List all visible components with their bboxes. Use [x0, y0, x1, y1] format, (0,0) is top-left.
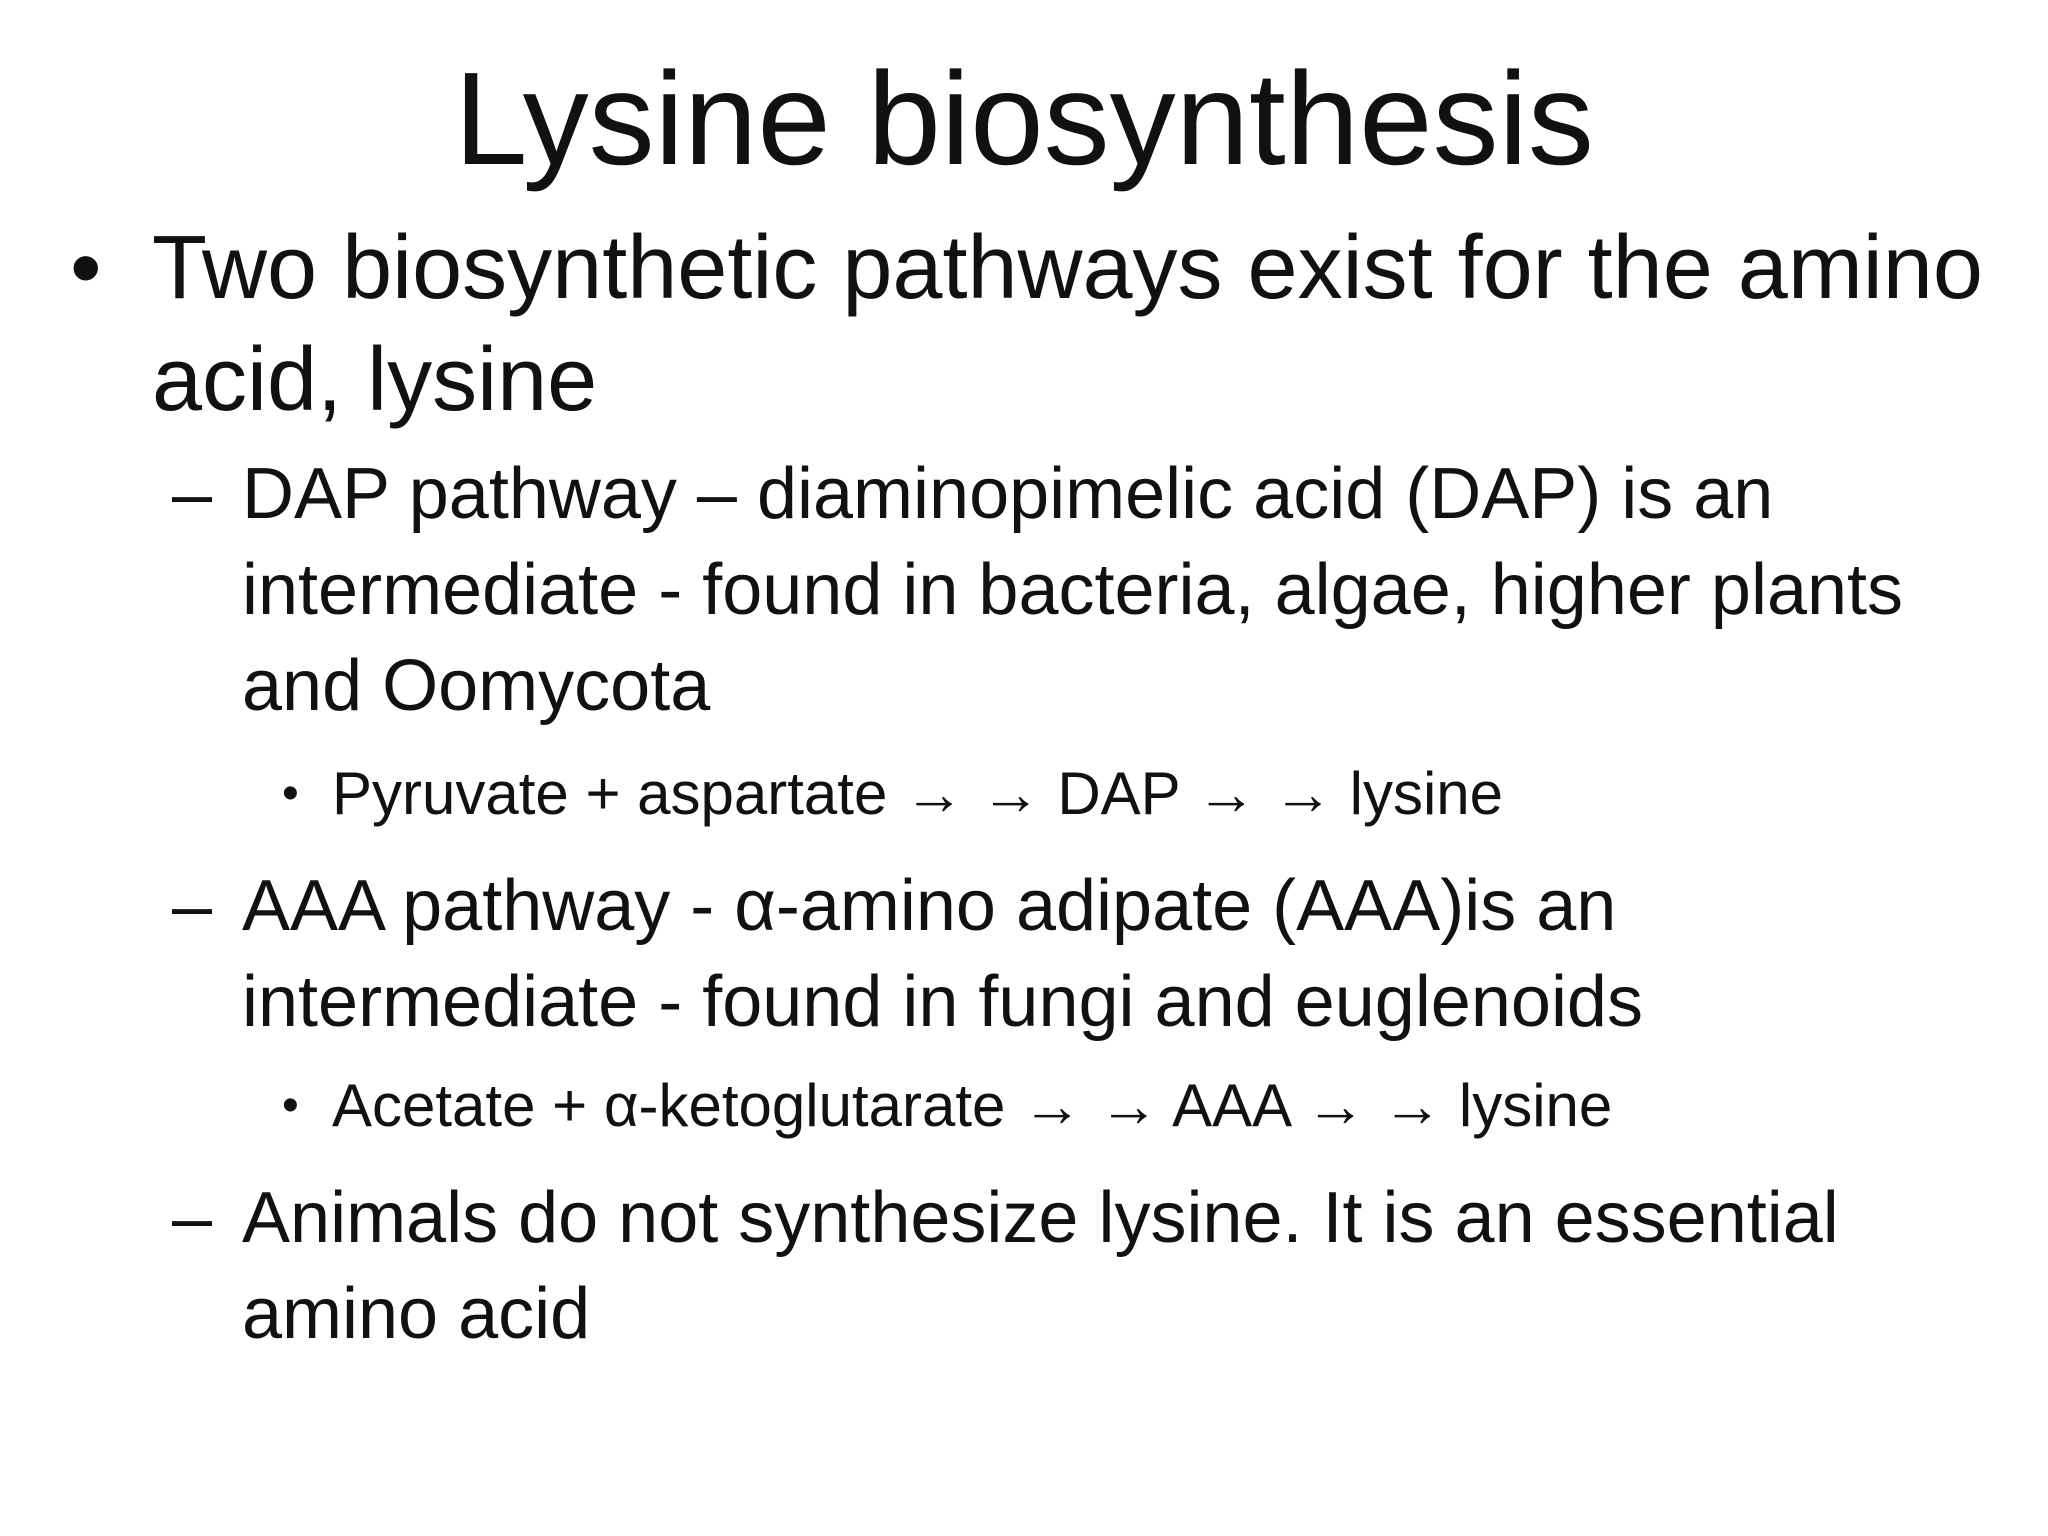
dash-marker: –: [172, 454, 213, 534]
bullet-dap-reaction: [282, 758, 2032, 830]
bullet-text: DAP pathway – diaminopimelic acid (DAP) is an intermediate - found in bacteria, algae, higher plants and Oomycota: [242, 454, 1904, 726]
bullet-text: Pyruvate + aspartate → → DAP → → lysine: [332, 760, 1504, 827]
bullet-marker: •: [70, 218, 102, 318]
bullet-aaa-pathway: [172, 858, 1982, 1050]
bullet-text: Acetate + α-ketoglutarate → → AAA → → lysine: [332, 1072, 1613, 1139]
bullet-text: AAA pathway - α-amino adipate (AAA)is an intermediate - found in fungi and euglenoids: [242, 866, 1643, 1042]
bullet-marker: •: [282, 1079, 299, 1132]
bullet-dap-pathway: [172, 446, 1982, 734]
slide-title: Lysine biosynthesis: [454, 45, 1594, 192]
bullet-text: Two biosynthetic pathways exist for the amino acid, lysine: [152, 218, 1983, 430]
bullet-two-pathways: [70, 212, 1992, 436]
bullet-text: Animals do not synthesize lysine. It is an essential amino acid: [242, 1178, 1839, 1354]
dash-marker: –: [172, 866, 213, 946]
bullet-aaa-reaction: [282, 1070, 2032, 1142]
bullet-marker: •: [282, 767, 299, 820]
dash-marker: –: [172, 1178, 213, 1258]
bullet-animals: [172, 1170, 1982, 1362]
